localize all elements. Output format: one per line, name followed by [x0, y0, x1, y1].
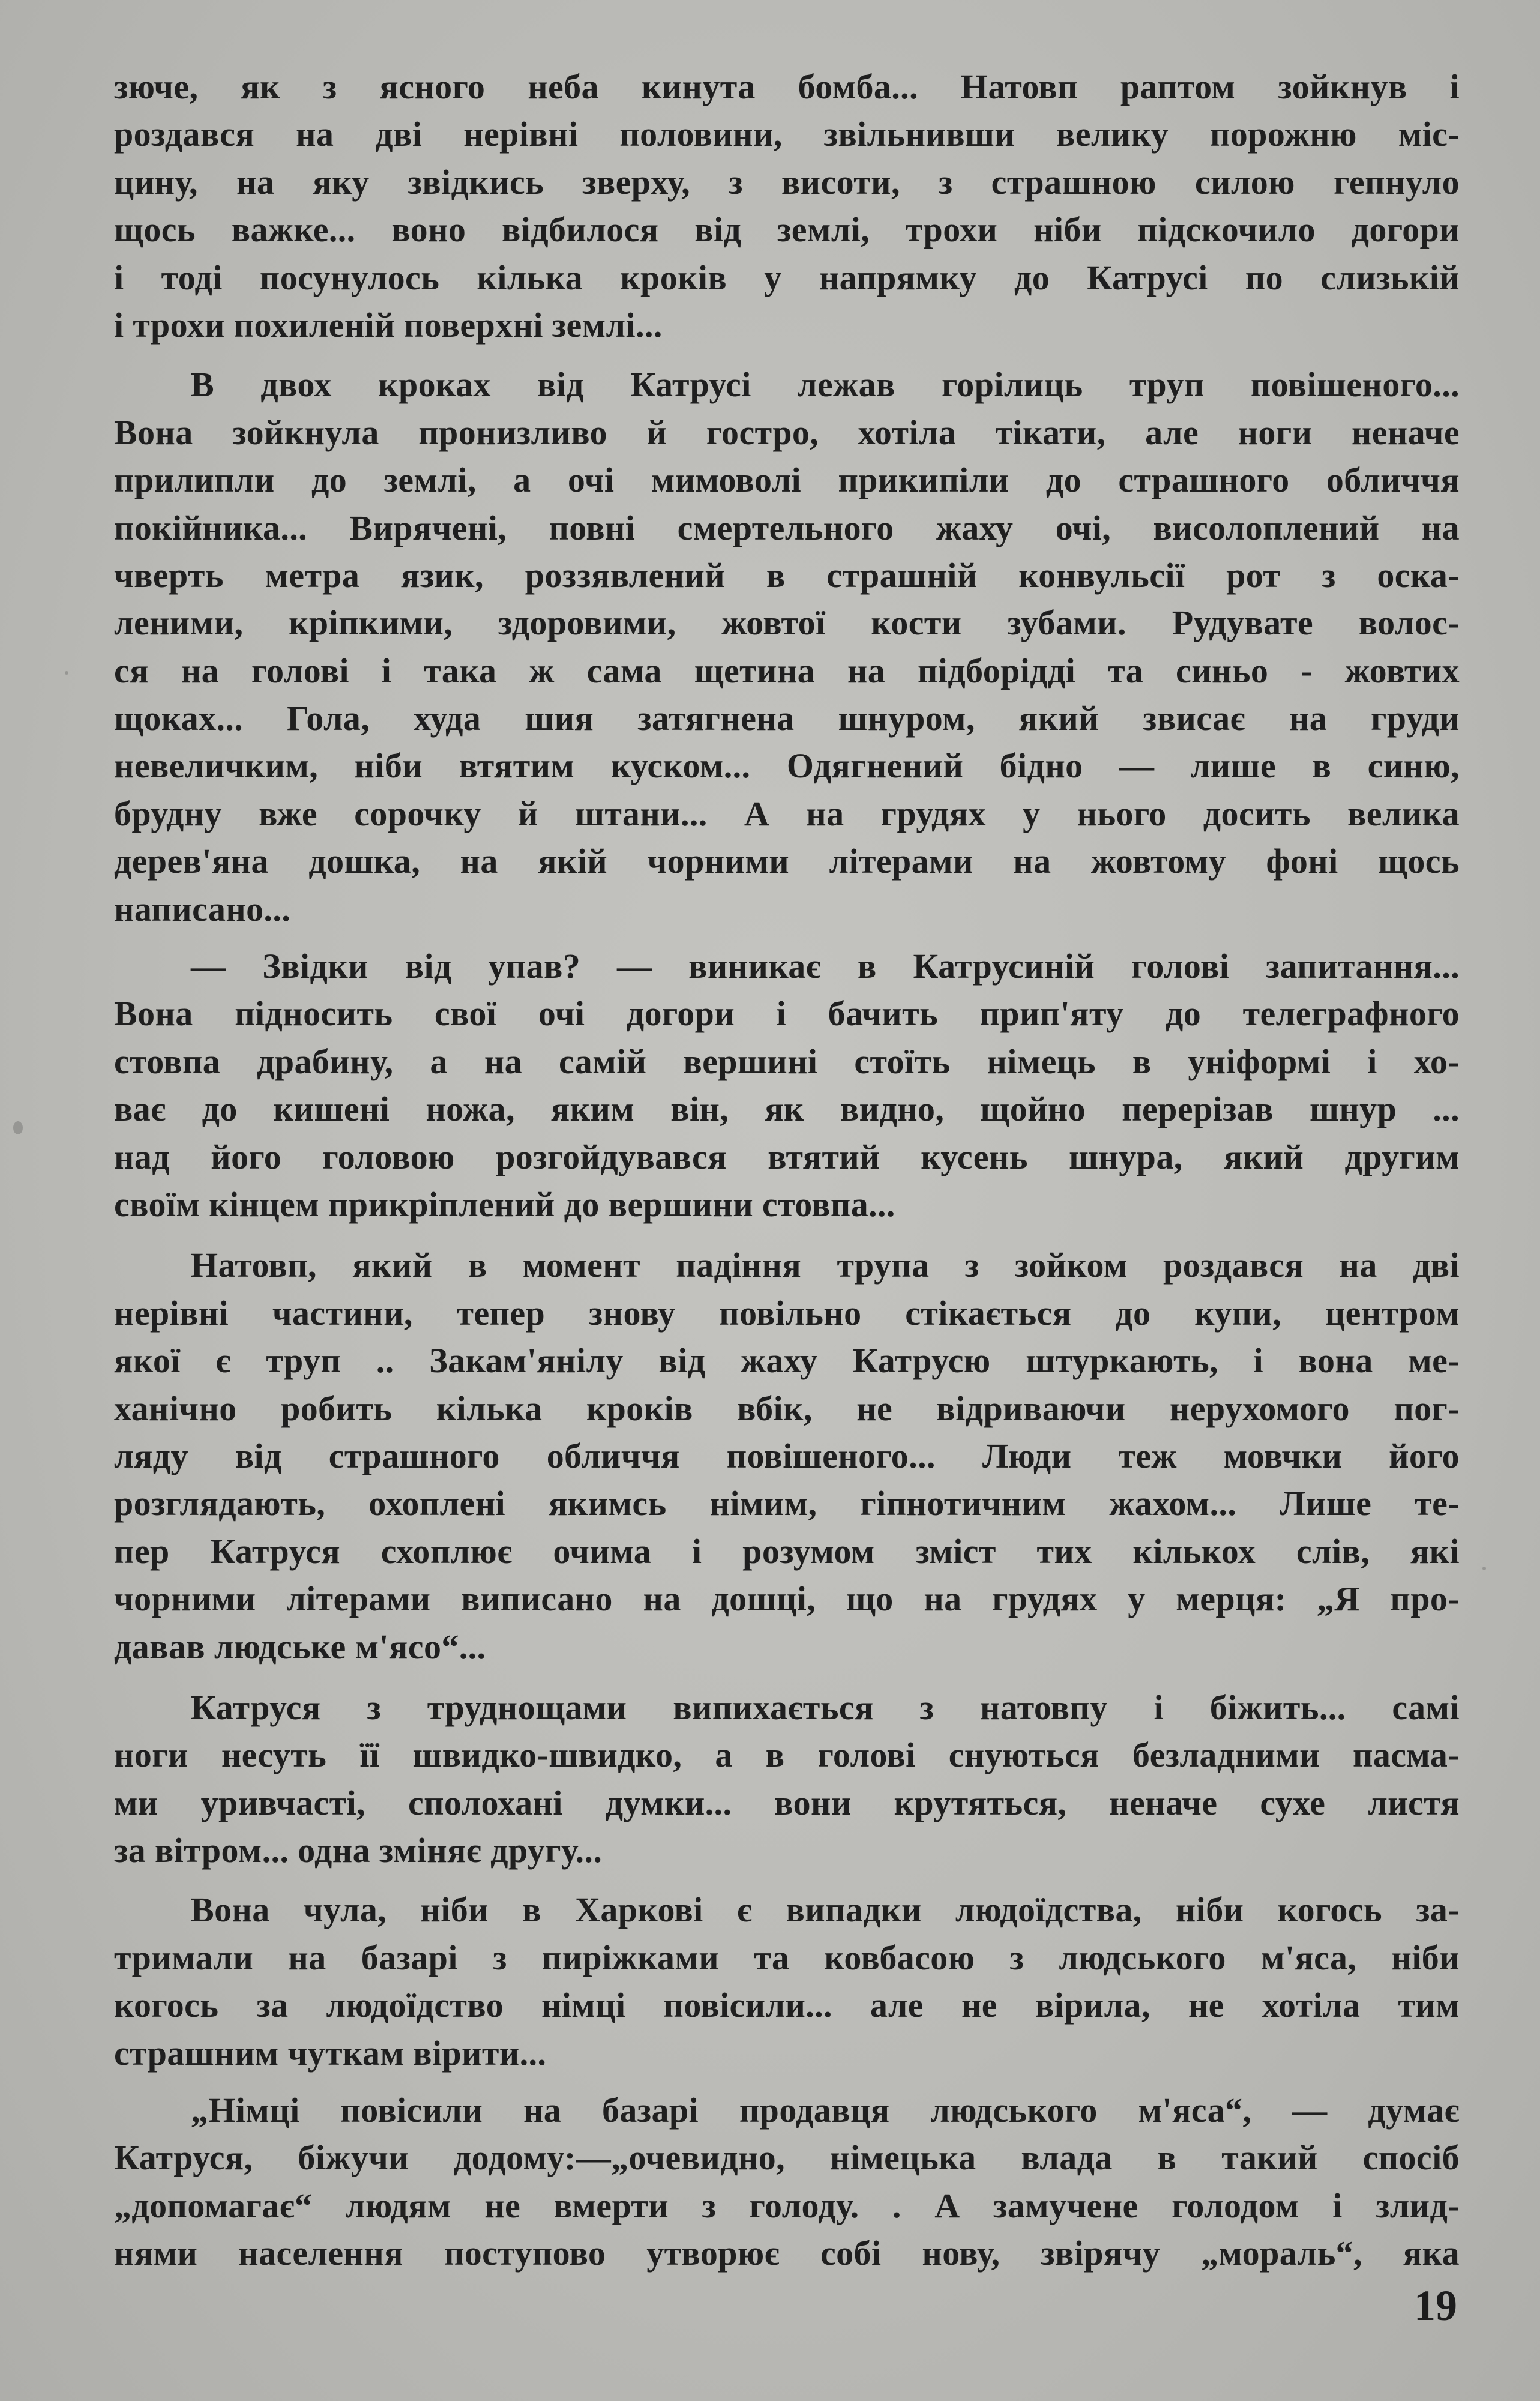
text-line: тримали на базарі з пиріжками та ковбасою з людського м'яса, ніби [114, 1938, 1460, 1977]
text-line: покійника... Вирячені, повні смертельного жаху очі, висолоплений на [114, 508, 1460, 547]
text-line: Вона зойкнула пронизливо й гостро, хотіла тікати, але ноги неначе [114, 412, 1460, 452]
text-line: Натовп, який в момент падіння трупа з зойком роздався на дві [191, 1246, 1460, 1285]
paragraph [114, 349, 1460, 933]
text-line: „Німці повісили на базарі продавця людського м'яса“, — думає [191, 2091, 1460, 2130]
text-line: роздався на дві нерівні половини, звільнивши велику порожню міс- [114, 115, 1460, 154]
print-speck [1482, 1567, 1486, 1570]
text-line: зюче, як з ясного неба кинута бомба... Натовп раптом зойкнув і [114, 67, 1460, 106]
text-line: дерев'яна дошка, на якій чорними літерами на жовтому фоні щось [114, 842, 1460, 881]
paragraph [114, 1670, 1460, 1875]
body-text [114, 63, 1460, 2277]
print-speck [65, 671, 68, 675]
text-line: розглядають, охоплені якимсь німим, гіпнотичним жахом... Лише те- [114, 1484, 1460, 1523]
text-line: своїм кінцем прикріплений до вершини стовпа... [114, 1184, 895, 1224]
paragraph-gap [114, 349, 1460, 361]
text-line: — Звідки від упав? — виникає в Катрусиній голові запитання... [191, 947, 1460, 986]
paragraph [114, 933, 1460, 1228]
text-line: давав людське м'ясо“... [114, 1627, 486, 1666]
paragraph-gap [114, 933, 1460, 942]
text-line: ся на голові і така ж сама щетина на підборідді та синьо - жовтих [114, 651, 1460, 690]
text-line: страшним чуткам вірити... [114, 2033, 547, 2073]
text-line: Катруся з труднощами випихається з натовпу і біжить... самі [191, 1687, 1460, 1727]
text-line: чверть метра язик, роззявлений в страшній конвульсії рот з оска- [114, 555, 1460, 595]
paragraph [114, 1228, 1460, 1670]
text-line: пер Катруся схоплює очима і розумом зміст тих кількох слів, які [114, 1531, 1460, 1571]
page-number: 19 [1414, 2282, 1457, 2330]
text-line: леними, кріпкими, здоровими, жовтої кости зубами. Рудувате волос- [114, 603, 1460, 643]
text-line: Вона чула, ніби в Харкові є випадки людоїдства, ніби когось за- [191, 1890, 1460, 1930]
text-line: ханічно робить кілька кроків вбік, не відриваючи нерухомого пог- [114, 1388, 1460, 1428]
text-line: Катруся, біжучи додому:—„очевидно, німецька влада в такий спосіб [114, 2138, 1460, 2178]
text-line: ноги несуть її швидко-швидко, а в голові снуються безладними пасма- [114, 1735, 1460, 1775]
text-line: брудну вже сорочку й штани... А на грудях у нього досить велика [114, 794, 1460, 833]
paragraph [114, 1874, 1460, 2077]
print-speck [13, 1121, 23, 1134]
text-line: якої є труп .. Закам'янілу від жаху Катрусю штуркають, і вона ме- [114, 1341, 1460, 1381]
text-line: стовпа драбину, а на самій вершині стоїть німець в уніформі і хо- [114, 1041, 1460, 1081]
text-line: цину, на яку звідкись зверху, з висоти, з страшною силою гепнуло [114, 162, 1460, 202]
text-line: написано... [114, 889, 291, 929]
paragraph-gap [114, 1874, 1460, 1886]
text-line: щось важке... воно відбилося від землі, трохи ніби підскочило догори [114, 210, 1460, 250]
text-line: Вона підносить свої очі догори і бачить прип'яту до телеграфного [114, 994, 1460, 1034]
paragraph [114, 2077, 1460, 2277]
text-line: ми уривчасті, сполохані думки... вони крутяться, неначе сухе листя [114, 1783, 1460, 1822]
text-line: над його головою розгойдувався втятий кусень шнура, який другим [114, 1137, 1460, 1176]
text-line: нями населення поступово утворює собі нову, звірячу „мораль“, яка [114, 2234, 1460, 2273]
text-line: невеличким, ніби втятим куском... Одягнений бідно — лише в синю, [114, 746, 1460, 786]
text-line: прилипли до землі, а очі мимоволі прикипіли до страшного обличчя [114, 460, 1460, 500]
text-line: ляду від страшного обличчя повішеного... Люди теж мовчки його [114, 1436, 1460, 1475]
text-line: і трохи похиленій поверхні землі... [114, 305, 663, 345]
text-line: і тоді посунулось кілька кроків у напрямку до Катрусі по слизькій [114, 258, 1460, 297]
paragraph-gap [114, 1228, 1460, 1241]
text-line: чорними літерами виписано на дошці, що на грудях у мерця: „Я про- [114, 1579, 1460, 1619]
paragraph-gap [114, 2077, 1460, 2086]
text-line: за вітром... одна зміняє другу... [114, 1831, 603, 1870]
text-line: ває до кишені ножа, яким він, як видно, щойно перерізав шнур ... [114, 1089, 1460, 1129]
text-line: нерівні частини, тепер знову повільно стікається до купи, центром [114, 1293, 1460, 1333]
text-line: щоках... Гола, худа шия затягнена шнуром, який звисає на груди [114, 699, 1460, 738]
text-line: В двох кроках від Катрусі лежав горілиць труп повішеного... [191, 365, 1460, 405]
paragraph-gap [114, 1670, 1460, 1684]
paragraph [114, 63, 1460, 349]
text-line: „допомагає“ людям не вмерти з голоду. . А замучене голодом і злид- [114, 2186, 1460, 2225]
text-line: когось за людоїдство німці повісили... але не вірила, не хотіла тим [114, 1986, 1460, 2025]
